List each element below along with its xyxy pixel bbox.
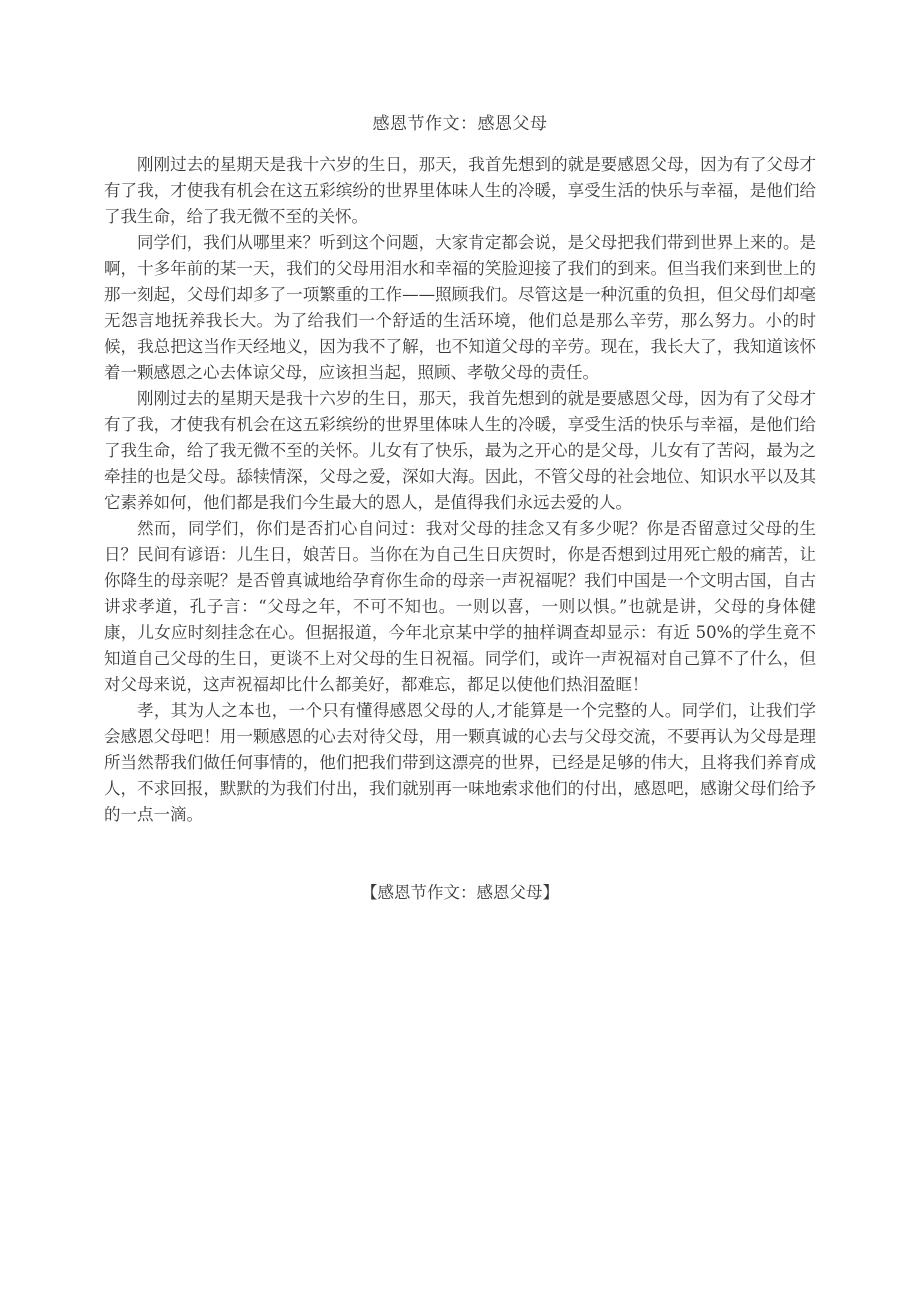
paragraph-1: 刚刚过去的星期天是我十六岁的生日，那天，我首先想到的就是要感恩父母，因为有了父母才有了我，才使我有机会在这五彩缤纷的世界里体味人生的冷暖，享受生活的快乐与幸福，是他们给了我生命，给了我无微不至的关怀。 — [104, 155, 816, 226]
document-title: 感恩节作文：感恩父母 — [372, 114, 548, 134]
essay-body — [104, 152, 816, 828]
document-page — [0, 112, 920, 1302]
paragraph-5: 孝，其为人之本也，一个只有懂得感恩父母的人,才能算是一个完整的人。同学们，让我们学会感恩父母吧！用一颗感恩的心去对待父母，用一颗真诚的心去与父母交流，不要再认为父母是理所当然帮我们做任何事情的，他们把我们带到这漂亮的世界，已经是足够的伟大，且将我们养育成人，不求回报，默默的为我们付出，我们就别再一味地索求他们的付出，感恩吧，感谢父母们给予的一点一滴。 — [104, 701, 816, 824]
paragraph-4: 然而，同学们，你们是否扪心自问过：我对父母的挂念又有多少呢？你是否留意过父母的生日？民间有谚语：儿生日，娘苦日。当你在为自己生日庆贺时，你是否想到过用死亡般的痛苦，让你降生的母亲呢？是否曾真诚地给孕育你生命的母亲一声祝福呢？我们中国是一个文明古国，自古讲求孝道，孔子言：“父母之年，不可不知也。一则以喜，一则以惧。”也就是讲，父母的身体健康，儿女应时刻挂念在心。但据报道，今年北京某中学的抽样调查却显示：有近 50%的学生竟不知道自己父母的生日，更谈不上对父母的生日祝福。同学们，或许一声祝福对自己算不了什么，但对父母来说，这声祝福却比什么都美好，都难忘，都足以使他们热泪盈眶！ — [104, 519, 816, 694]
document-footer: 【感恩节作文：感恩父母】 — [361, 883, 559, 902]
paragraph-2: 同学们，我们从哪里来？听到这个问题，大家肯定都会说，是父母把我们带到世界上来的。是啊，十多年前的某一天，我们的父母用泪水和幸福的笑脸迎接了我们的到来。但当我们来到世上的那一刻起，父母们却多了一项繁重的工作——照顾我们。尽管这是一种沉重的负担，但父母们却毫无怨言地抚养我长大。为了给我们一个舒适的生活环境，他们总是那么辛劳，那么努力。小的时候，我总把这当作天经地义，因为我不了解，也不知道父母的辛劳。现在，我长大了，我知道该怀着一颗感恩之心去体谅父母，应该担当起，照顾、孝敬父母的责任。 — [104, 233, 816, 382]
paragraph-3: 刚刚过去的星期天是我十六岁的生日，那天，我首先想到的就是要感恩父母，因为有了父母才有了我，才使我有机会在这五彩缤纷的世界里体味人生的冷暖，享受生活的快乐与幸福，是他们给了我生命，给了我无微不至的关怀。儿女有了快乐，最为之开心的是父母，儿女有了苦闷，最为之牵挂的也是父母。舔犊情深，父母之爱，深如大海。因此，不管父母的社会地位、知识水平以及其它素养如何，他们都是我们今生最大的恩人，是值得我们永远去爱的人。 — [104, 389, 816, 512]
